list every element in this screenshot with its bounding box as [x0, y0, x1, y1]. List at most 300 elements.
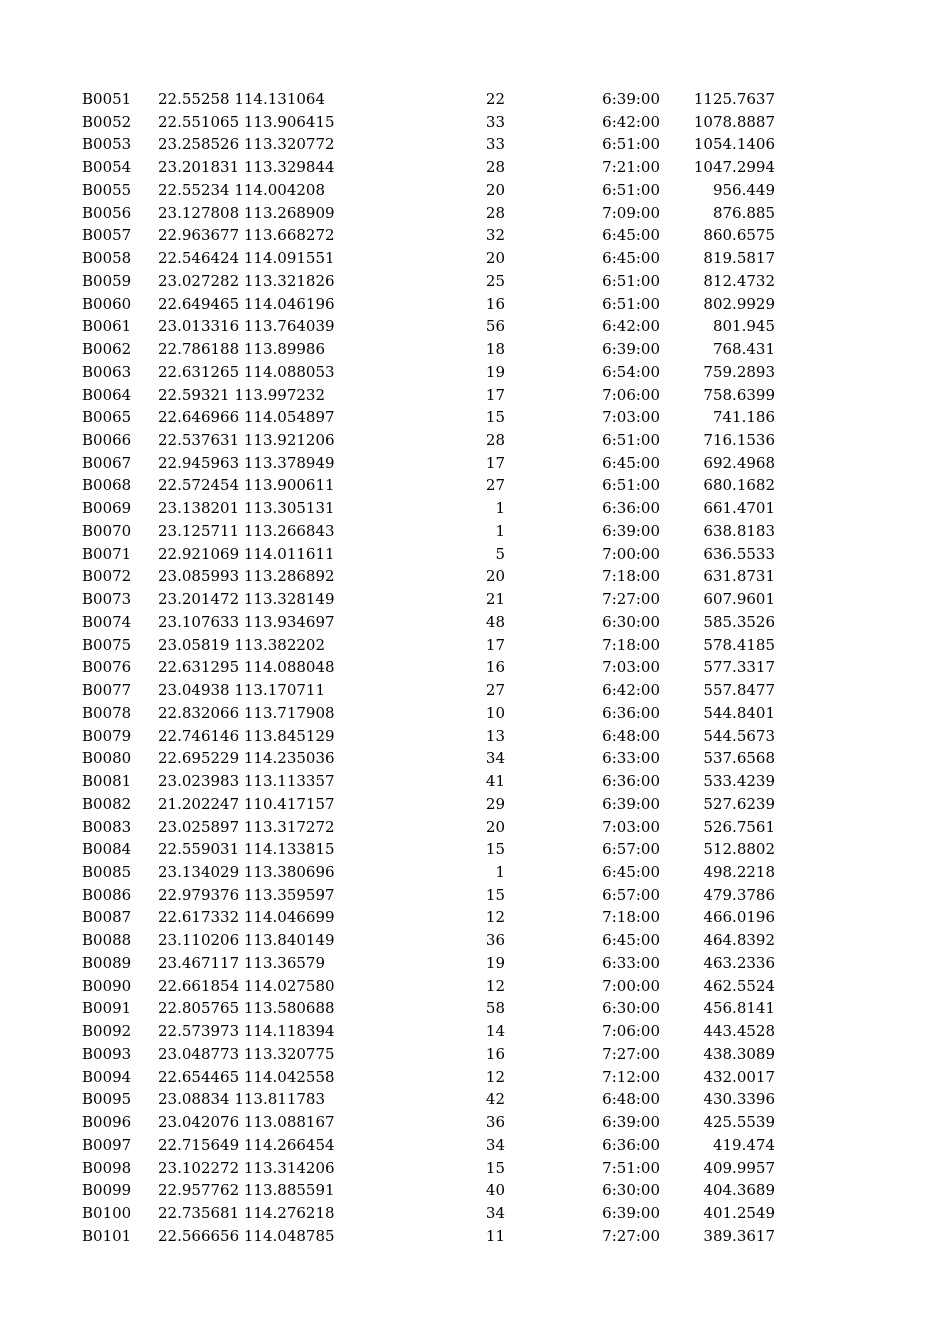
- row-id: B0101: [82, 1226, 132, 1245]
- row-value: 443.4528: [703, 1022, 775, 1041]
- table-row: [0, 543, 950, 566]
- row-count: 17: [485, 453, 505, 472]
- row-id: B0087: [82, 908, 132, 927]
- row-time: 6:45:00: [602, 931, 660, 950]
- row-time: 6:30:00: [602, 999, 660, 1018]
- table-row: [0, 361, 950, 384]
- row-count: 1: [495, 521, 505, 540]
- row-coordinates: 22.55234 114.004208: [158, 180, 325, 199]
- row-time: 7:00:00: [602, 976, 660, 995]
- row-time: 6:39:00: [602, 1113, 660, 1132]
- row-time: 6:39:00: [602, 1203, 660, 1222]
- row-time: 6:36:00: [602, 499, 660, 518]
- row-id: B0090: [82, 976, 132, 995]
- row-coordinates: 23.127808 113.268909: [158, 203, 335, 222]
- row-coordinates: 22.979376 113.359597: [158, 885, 335, 904]
- table-row: [0, 884, 950, 907]
- row-value: 661.4701: [703, 499, 775, 518]
- row-time: 6:30:00: [602, 1181, 660, 1200]
- row-id: B0053: [82, 135, 132, 154]
- row-value: 1125.7637: [693, 90, 775, 108]
- row-count: 21: [485, 590, 505, 609]
- table-row: [0, 1020, 950, 1043]
- row-coordinates: 22.631265 114.088053: [158, 362, 335, 381]
- row-coordinates: 22.921069 114.011611: [158, 544, 335, 563]
- table-row: [0, 816, 950, 839]
- table-row: [0, 270, 950, 293]
- row-id: B0065: [82, 408, 132, 427]
- row-coordinates: 22.945963 113.378949: [158, 453, 335, 472]
- row-value: 759.2893: [703, 362, 775, 381]
- row-id: B0058: [82, 249, 132, 268]
- row-id: B0094: [82, 1067, 132, 1086]
- row-time: 6:33:00: [602, 749, 660, 768]
- row-coordinates: 22.746146 113.845129: [158, 726, 335, 745]
- table-row: [0, 406, 950, 429]
- row-id: B0080: [82, 749, 132, 768]
- row-coordinates: 23.201472 113.328149: [158, 590, 335, 609]
- table-row: [0, 497, 950, 520]
- row-coordinates: 23.201831 113.329844: [158, 158, 335, 177]
- row-count: 20: [485, 180, 505, 199]
- row-value: 716.1536: [703, 431, 775, 450]
- row-count: 1: [495, 862, 505, 881]
- row-time: 6:48:00: [602, 1090, 660, 1109]
- row-coordinates: 22.59321 113.997232: [158, 385, 325, 404]
- row-count: 34: [485, 749, 505, 768]
- row-coordinates: 22.646966 114.054897: [158, 408, 335, 427]
- row-count: 34: [485, 1203, 505, 1222]
- row-coordinates: 22.963677 113.668272: [158, 226, 335, 245]
- row-value: 401.2549: [703, 1203, 775, 1222]
- row-time: 6:57:00: [602, 840, 660, 859]
- table-row: [0, 133, 950, 156]
- row-id: B0070: [82, 521, 132, 540]
- row-coordinates: 23.134029 113.380696: [158, 862, 335, 881]
- table-row: [0, 1157, 950, 1180]
- table-row: [0, 429, 950, 452]
- data-sheet: [0, 88, 950, 1247]
- row-time: 7:51:00: [602, 1158, 660, 1177]
- row-time: 7:06:00: [602, 385, 660, 404]
- row-id: B0077: [82, 681, 132, 700]
- row-value: 585.3526: [703, 612, 775, 631]
- row-coordinates: 23.107633 113.934697: [158, 612, 335, 631]
- row-id: B0062: [82, 340, 132, 359]
- row-time: 6:54:00: [602, 362, 660, 381]
- row-count: 15: [485, 840, 505, 859]
- row-time: 6:42:00: [602, 681, 660, 700]
- row-time: 6:36:00: [602, 1135, 660, 1154]
- row-coordinates: 23.025897 113.317272: [158, 817, 335, 836]
- row-value: 526.7561: [703, 817, 775, 836]
- table-row: [0, 520, 950, 543]
- row-value: 404.3689: [703, 1181, 775, 1200]
- row-value: 1078.8887: [693, 112, 775, 131]
- row-time: 7:03:00: [602, 817, 660, 836]
- row-id: B0099: [82, 1181, 132, 1200]
- row-coordinates: 22.537631 113.921206: [158, 431, 335, 450]
- row-count: 48: [485, 612, 505, 631]
- row-time: 7:21:00: [602, 158, 660, 177]
- row-time: 6:51:00: [602, 431, 660, 450]
- row-id: B0057: [82, 226, 132, 245]
- row-coordinates: 21.202247 110.417157: [158, 794, 335, 813]
- row-id: B0083: [82, 817, 132, 836]
- table-row: [0, 634, 950, 657]
- row-id: B0056: [82, 203, 132, 222]
- table-row: [0, 747, 950, 770]
- row-count: 5: [495, 544, 505, 563]
- table-row: [0, 702, 950, 725]
- row-value: 425.5539: [703, 1113, 775, 1132]
- row-value: 758.6399: [703, 385, 775, 404]
- row-coordinates: 23.042076 113.088167: [158, 1113, 335, 1132]
- row-coordinates: 23.102272 113.314206: [158, 1158, 335, 1177]
- row-time: 7:03:00: [602, 658, 660, 677]
- row-value: 419.474: [712, 1135, 775, 1154]
- row-value: 527.6239: [703, 794, 775, 813]
- row-coordinates: 22.55258 114.131064: [158, 90, 325, 108]
- row-coordinates: 22.957762 113.885591: [158, 1181, 335, 1200]
- row-coordinates: 23.138201 113.305131: [158, 499, 335, 518]
- row-count: 13: [485, 726, 505, 745]
- row-id: B0095: [82, 1090, 132, 1109]
- table-row: [0, 611, 950, 634]
- row-count: 12: [485, 976, 505, 995]
- row-coordinates: 23.023983 113.113357: [158, 772, 335, 791]
- table-row: [0, 725, 950, 748]
- row-coordinates: 22.566656 114.048785: [158, 1226, 335, 1245]
- row-value: 638.8183: [703, 521, 775, 540]
- row-time: 7:18:00: [602, 567, 660, 586]
- table-row: [0, 838, 950, 861]
- table-row: [0, 975, 950, 998]
- table-row: [0, 679, 950, 702]
- row-time: 6:39:00: [602, 794, 660, 813]
- row-time: 6:51:00: [602, 180, 660, 199]
- row-coordinates: 22.573973 114.118394: [158, 1022, 335, 1041]
- table-row: [0, 1066, 950, 1089]
- row-value: 802.9929: [703, 294, 775, 313]
- row-coordinates: 22.572454 113.900611: [158, 476, 335, 495]
- row-count: 36: [485, 931, 505, 950]
- row-time: 6:45:00: [602, 226, 660, 245]
- row-value: 466.0196: [703, 908, 775, 927]
- row-count: 20: [485, 817, 505, 836]
- row-id: B0051: [82, 90, 132, 108]
- row-id: B0082: [82, 794, 132, 813]
- row-count: 40: [485, 1181, 505, 1200]
- row-value: 438.3089: [703, 1044, 775, 1063]
- row-value: 577.3317: [703, 658, 775, 677]
- row-count: 16: [485, 294, 505, 313]
- row-coordinates: 23.08834 113.811783: [158, 1090, 325, 1109]
- table-row: [0, 1088, 950, 1111]
- table-row: [0, 656, 950, 679]
- table-row: [0, 1043, 950, 1066]
- table-row: [0, 1134, 950, 1157]
- row-time: 6:48:00: [602, 726, 660, 745]
- row-count: 1: [495, 499, 505, 518]
- row-coordinates: 23.258526 113.320772: [158, 135, 335, 154]
- row-coordinates: 22.617332 114.046699: [158, 908, 335, 927]
- row-time: 7:27:00: [602, 590, 660, 609]
- row-id: B0084: [82, 840, 132, 859]
- row-count: 36: [485, 1113, 505, 1132]
- row-time: 7:18:00: [602, 908, 660, 927]
- row-value: 544.8401: [703, 703, 775, 722]
- row-coordinates: 23.027282 113.321826: [158, 271, 335, 290]
- row-count: 28: [485, 203, 505, 222]
- row-value: 432.0017: [703, 1067, 775, 1086]
- table-row: [0, 906, 950, 929]
- row-count: 10: [485, 703, 505, 722]
- row-id: B0064: [82, 385, 132, 404]
- row-coordinates: 23.467117 113.36579: [158, 953, 325, 972]
- row-count: 28: [485, 431, 505, 450]
- table-row: [0, 861, 950, 884]
- row-id: B0089: [82, 953, 132, 972]
- row-count: 20: [485, 567, 505, 586]
- table-row: [0, 452, 950, 475]
- row-id: B0071: [82, 544, 132, 563]
- row-count: 58: [485, 999, 505, 1018]
- row-count: 27: [485, 476, 505, 495]
- row-value: 956.449: [712, 180, 775, 199]
- row-time: 6:39:00: [602, 90, 660, 108]
- row-value: 512.8802: [703, 840, 775, 859]
- row-coordinates: 22.786188 113.89986: [158, 340, 325, 359]
- row-value: 1054.1406: [693, 135, 775, 154]
- row-count: 12: [485, 908, 505, 927]
- row-coordinates: 23.110206 113.840149: [158, 931, 335, 950]
- row-count: 29: [485, 794, 505, 813]
- row-count: 34: [485, 1135, 505, 1154]
- row-value: 741.186: [712, 408, 775, 427]
- row-value: 631.8731: [703, 567, 775, 586]
- row-coordinates: 22.735681 114.276218: [158, 1203, 335, 1222]
- row-count: 15: [485, 408, 505, 427]
- row-time: 6:51:00: [602, 294, 660, 313]
- row-value: 544.5673: [703, 726, 775, 745]
- row-time: 7:12:00: [602, 1067, 660, 1086]
- row-count: 56: [485, 317, 505, 336]
- row-id: B0066: [82, 431, 132, 450]
- row-time: 6:36:00: [602, 703, 660, 722]
- row-id: B0091: [82, 999, 132, 1018]
- row-time: 6:30:00: [602, 612, 660, 631]
- row-value: 768.431: [712, 340, 775, 359]
- row-time: 7:18:00: [602, 635, 660, 654]
- table-row: [0, 202, 950, 225]
- row-value: 819.5817: [703, 249, 775, 268]
- row-value: 607.9601: [703, 590, 775, 609]
- row-coordinates: 23.013316 113.764039: [158, 317, 335, 336]
- row-id: B0074: [82, 612, 132, 631]
- row-value: 533.4239: [703, 772, 775, 791]
- row-id: B0067: [82, 453, 132, 472]
- row-count: 42: [485, 1090, 505, 1109]
- row-count: 16: [485, 658, 505, 677]
- row-id: B0054: [82, 158, 132, 177]
- row-count: 11: [485, 1226, 505, 1245]
- row-count: 32: [485, 226, 505, 245]
- row-id: B0068: [82, 476, 132, 495]
- row-value: 636.5533: [703, 544, 775, 563]
- row-time: 6:57:00: [602, 885, 660, 904]
- row-id: B0088: [82, 931, 132, 950]
- row-count: 25: [485, 271, 505, 290]
- row-coordinates: 22.649465 114.046196: [158, 294, 335, 313]
- row-id: B0073: [82, 590, 132, 609]
- row-id: B0059: [82, 271, 132, 290]
- row-id: B0100: [82, 1203, 132, 1222]
- table-row: [0, 474, 950, 497]
- row-count: 33: [485, 135, 505, 154]
- row-count: 41: [485, 772, 505, 791]
- row-count: 12: [485, 1067, 505, 1086]
- row-id: B0055: [82, 180, 132, 199]
- row-time: 6:51:00: [602, 271, 660, 290]
- table-row: [0, 88, 950, 111]
- row-count: 20: [485, 249, 505, 268]
- row-count: 27: [485, 681, 505, 700]
- table-row: [0, 997, 950, 1020]
- table-row: [0, 315, 950, 338]
- row-value: 462.5524: [703, 976, 775, 995]
- row-count: 22: [485, 90, 505, 108]
- table-row: [0, 384, 950, 407]
- row-time: 7:27:00: [602, 1044, 660, 1063]
- row-time: 6:36:00: [602, 772, 660, 791]
- row-time: 6:51:00: [602, 476, 660, 495]
- row-value: 692.4968: [703, 453, 775, 472]
- row-coordinates: 23.05819 113.382202: [158, 635, 325, 654]
- row-coordinates: 22.715649 114.266454: [158, 1135, 335, 1154]
- row-count: 28: [485, 158, 505, 177]
- row-count: 17: [485, 635, 505, 654]
- row-coordinates: 22.551065 113.906415: [158, 112, 335, 131]
- table-row: [0, 1202, 950, 1225]
- table-row: [0, 247, 950, 270]
- table-row: [0, 338, 950, 361]
- row-value: 578.4185: [703, 635, 775, 654]
- row-count: 14: [485, 1022, 505, 1041]
- table-row: [0, 929, 950, 952]
- row-coordinates: 22.546424 114.091551: [158, 249, 335, 268]
- row-coordinates: 23.125711 113.266843: [158, 521, 335, 540]
- row-value: 430.3396: [703, 1090, 775, 1109]
- row-id: B0069: [82, 499, 132, 518]
- row-id: B0072: [82, 567, 132, 586]
- row-coordinates: 22.832066 113.717908: [158, 703, 335, 722]
- row-id: B0085: [82, 862, 132, 881]
- row-time: 7:09:00: [602, 203, 660, 222]
- row-id: B0098: [82, 1158, 132, 1177]
- row-time: 6:45:00: [602, 862, 660, 881]
- table-row: [0, 793, 950, 816]
- row-value: 409.9957: [703, 1158, 775, 1177]
- row-time: 7:03:00: [602, 408, 660, 427]
- row-id: B0079: [82, 726, 132, 745]
- row-coordinates: 22.695229 114.235036: [158, 749, 335, 768]
- row-value: 1047.2994: [693, 158, 775, 177]
- table-row: [0, 293, 950, 316]
- row-id: B0052: [82, 112, 132, 131]
- row-id: B0078: [82, 703, 132, 722]
- row-coordinates: 22.654465 114.042558: [158, 1067, 335, 1086]
- row-id: B0076: [82, 658, 132, 677]
- row-value: 456.8141: [703, 999, 775, 1018]
- row-value: 463.2336: [703, 953, 775, 972]
- row-time: 6:45:00: [602, 453, 660, 472]
- row-time: 6:45:00: [602, 249, 660, 268]
- table-row: [0, 770, 950, 793]
- row-coordinates: 22.661854 114.027580: [158, 976, 335, 995]
- row-count: 16: [485, 1044, 505, 1063]
- row-time: 6:42:00: [602, 112, 660, 131]
- row-value: 479.3786: [703, 885, 775, 904]
- row-coordinates: 22.631295 114.088048: [158, 658, 335, 677]
- row-value: 537.6568: [703, 749, 775, 768]
- table-row: [0, 156, 950, 179]
- row-time: 6:42:00: [602, 317, 660, 336]
- table-row: [0, 111, 950, 134]
- table-row: [0, 1179, 950, 1202]
- row-coordinates: 22.559031 114.133815: [158, 840, 335, 859]
- row-count: 15: [485, 1158, 505, 1177]
- row-value: 680.1682: [703, 476, 775, 495]
- table-row: [0, 179, 950, 202]
- row-time: 6:39:00: [602, 340, 660, 359]
- row-value: 801.945: [712, 317, 775, 336]
- table-row: [0, 224, 950, 247]
- row-value: 498.2218: [703, 862, 775, 881]
- row-id: B0081: [82, 772, 132, 791]
- row-coordinates: 22.805765 113.580688: [158, 999, 335, 1018]
- row-time: 7:00:00: [602, 544, 660, 563]
- row-id: B0093: [82, 1044, 132, 1063]
- row-time: 6:39:00: [602, 521, 660, 540]
- row-id: B0075: [82, 635, 132, 654]
- row-coordinates: 23.048773 113.320775: [158, 1044, 335, 1063]
- row-value: 860.6575: [703, 226, 775, 245]
- row-count: 33: [485, 112, 505, 131]
- row-time: 7:27:00: [602, 1226, 660, 1245]
- row-id: B0061: [82, 317, 132, 336]
- row-count: 18: [485, 340, 505, 359]
- row-coordinates: 23.04938 113.170711: [158, 681, 325, 700]
- row-count: 17: [485, 385, 505, 404]
- row-id: B0096: [82, 1113, 132, 1132]
- row-value: 464.8392: [703, 931, 775, 950]
- row-id: B0086: [82, 885, 132, 904]
- table-row: [0, 1111, 950, 1134]
- row-id: B0060: [82, 294, 132, 313]
- row-count: 19: [485, 953, 505, 972]
- row-time: 6:51:00: [602, 135, 660, 154]
- row-time: 7:06:00: [602, 1022, 660, 1041]
- table-row: [0, 952, 950, 975]
- row-value: 876.885: [712, 203, 775, 222]
- table-row: [0, 1225, 950, 1248]
- row-time: 6:33:00: [602, 953, 660, 972]
- row-count: 15: [485, 885, 505, 904]
- row-id: B0092: [82, 1022, 132, 1041]
- row-value: 557.8477: [703, 681, 775, 700]
- row-value: 812.4732: [703, 271, 775, 290]
